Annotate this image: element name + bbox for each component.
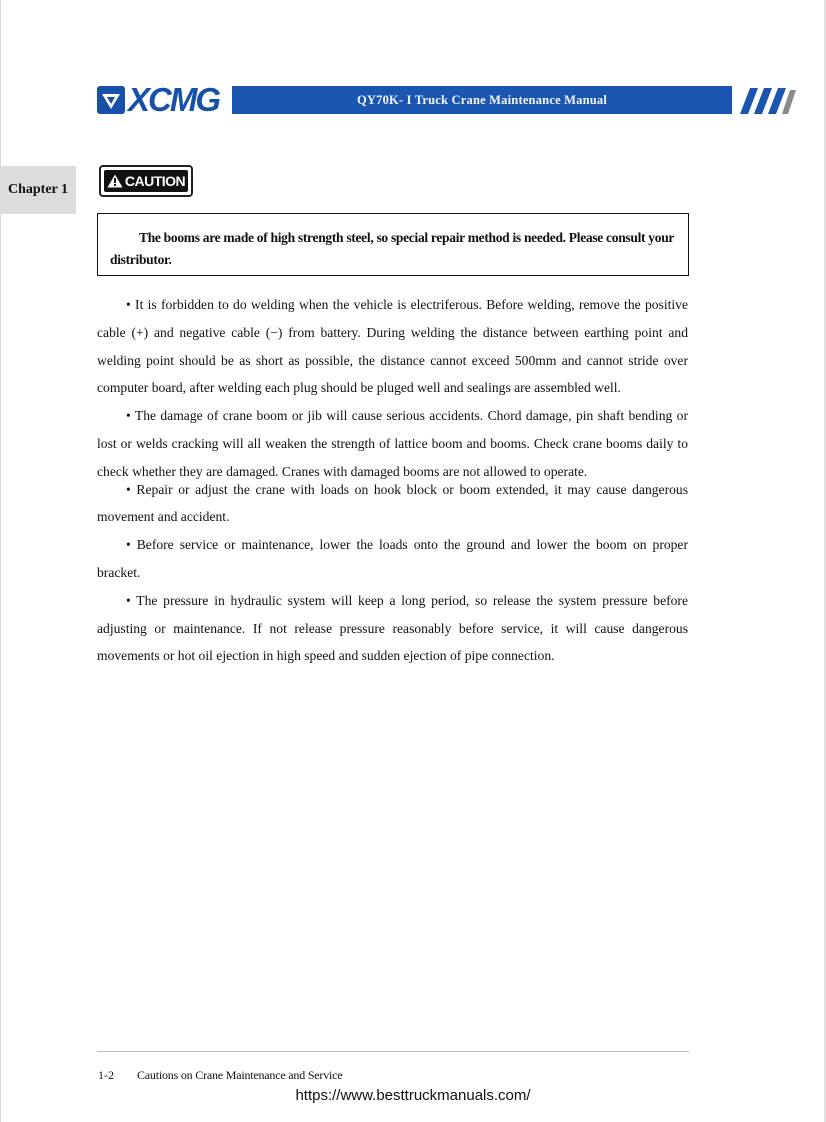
paragraph-lower-loads: • Before service or maintenance, lower the loads onto the ground and lower the boom on proper bracket.	[97, 537, 688, 580]
paragraph-boom-damage: • The damage of crane boom or jib will cause serious accidents. Chord damage, pin shaft bending or lost or welds cracking will all weaken the strength of lattice boom and booms. Check crane booms daily to check whether they are damaged. Cranes with damaged booms are not allowed to operate.	[97, 408, 688, 479]
caution-label: CAUTION	[124, 173, 186, 189]
paragraph-hydraulic-pressure: • The pressure in hydraulic system will keep a long period, so release the system pressure before adjusting or maintenance. If not release pressure reasonably before service, it will cause dangerous movements or hot oil ejection in high speed and sudden ejection of pipe connection.	[97, 592, 688, 664]
header-title-bar	[232, 86, 732, 114]
logo-wordmark: XCMG	[128, 81, 219, 118]
chapter-label: Chapter 1	[7, 182, 69, 197]
paragraph-welding: • It is forbidden to do welding when the vehicle is electriferous. Before welding, remove the positive cable (+) and negative cable (−) from battery. During welding the distance between earthing point and welding point should be as short as possible, the distance cannot exceed 500mm and cannot stride over computer board, after welding each plug should be pluged well and sealings are assembled well.	[97, 297, 688, 396]
footer-rule	[97, 1051, 689, 1052]
paragraph-repair-loads: • Repair or adjust the crane with loads on hook block or boom extended, it may cause dangerous movement and accident.	[97, 481, 688, 525]
page-number: 1-2	[98, 1068, 114, 1082]
header-stripes-icon	[726, 84, 798, 118]
manual-title: QY70K- I Truck Crane Maintenance Manual	[356, 92, 608, 107]
footer-section-title: Cautions on Crane Maintenance and Service	[137, 1068, 343, 1082]
body-text	[97, 291, 688, 670]
source-url-link[interactable]: https://www.besttruckmanuals.com/	[295, 1087, 531, 1104]
caution-badge	[99, 165, 193, 197]
xcmg-logo-icon	[96, 85, 126, 115]
caution-badge-inner	[104, 170, 188, 192]
warning-triangle-icon	[107, 174, 123, 188]
xcmg-logo	[96, 81, 219, 118]
chapter-tab	[0, 166, 76, 214]
caution-box	[97, 213, 689, 276]
page-header	[96, 81, 698, 118]
caution-message: The booms are made of high strength steel, so special repair method is needed. Please consult your distributor.	[110, 230, 674, 267]
